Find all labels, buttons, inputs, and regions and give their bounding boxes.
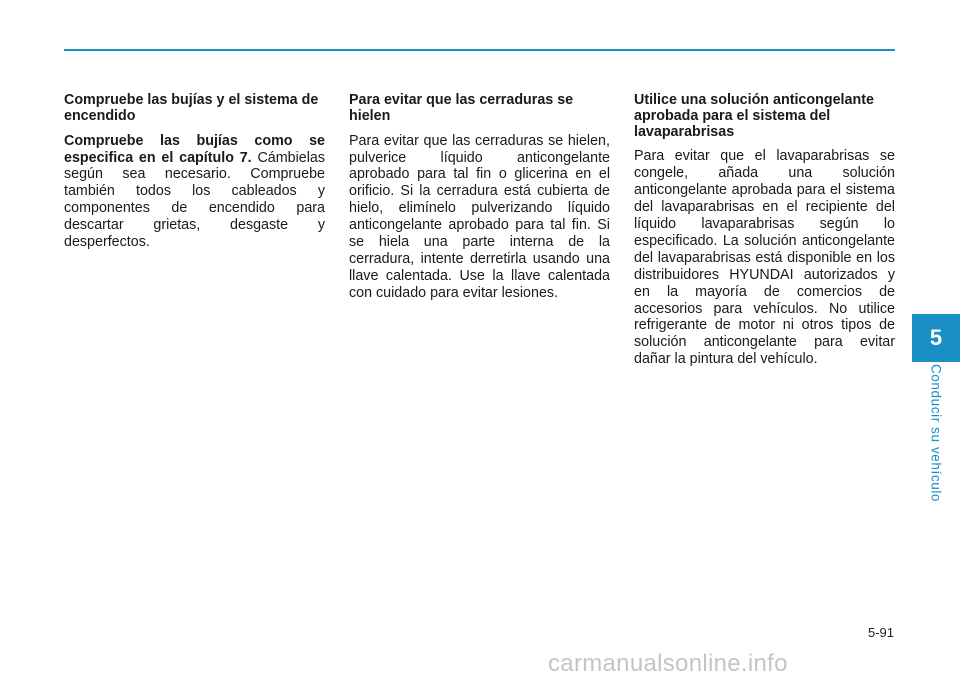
chapter-title: Conducir su vehículo xyxy=(928,363,944,503)
column-spark-plugs xyxy=(64,93,325,251)
top-rule xyxy=(64,49,895,51)
watermark: carmanualsonline.info xyxy=(548,650,788,677)
section-heading: Para evitar que las cerraduras se hielen xyxy=(349,92,574,124)
section-heading: Utilice una solución anticongelante aprobada para el sistema del lavaparabrisas xyxy=(634,92,874,140)
section-body: Para evitar que las cerraduras se hielen, pulverice líquido anticongelante aprobado para tal fin o glicerina en el orificio. Si la cerradura está cubierta de hielo, elimínelo pulverizando líquido anticongelante aprobado para tal fin. Si se hiela una parte interna de la cerradura, intente derretirla usando una llave calentada. Use la llave calentada con cuidado para evitar lesiones. xyxy=(349,132,610,301)
section-body: Cámbielas según sea necesario. Compruebe también todos los cableados y componentes de encendido para descartar grietas, desgaste y desperfectos. xyxy=(64,149,325,251)
page-number: 5-91 xyxy=(867,625,894,640)
column-door-locks xyxy=(349,93,610,302)
section-heading: Compruebe las bujías y el sistema de encendido xyxy=(64,92,319,124)
chapter-number-tab: 5 xyxy=(912,314,960,362)
lead-text: Compruebe las bujías como se especifica en el capítulo 7. xyxy=(64,132,325,166)
section-body: Para evitar que el lavaparabrisas se congele, añada una solución anticongelante aprobada para el sistema del lavaparabrisas en el recipiente del líquido lavaparabrisas según lo especificado. La solución anticongelante del lavaparabrisas está disponible en los distribuidores HYUNDAI autorizados y en la mayoría de comercios de accesorios para vehículos. No utilice refrigerante de motor ni otros tipos de solución anticongelante para evitar dañar la pintura del vehículo. xyxy=(634,148,895,368)
column-washer-fluid xyxy=(634,93,895,368)
section-lead xyxy=(64,133,325,251)
